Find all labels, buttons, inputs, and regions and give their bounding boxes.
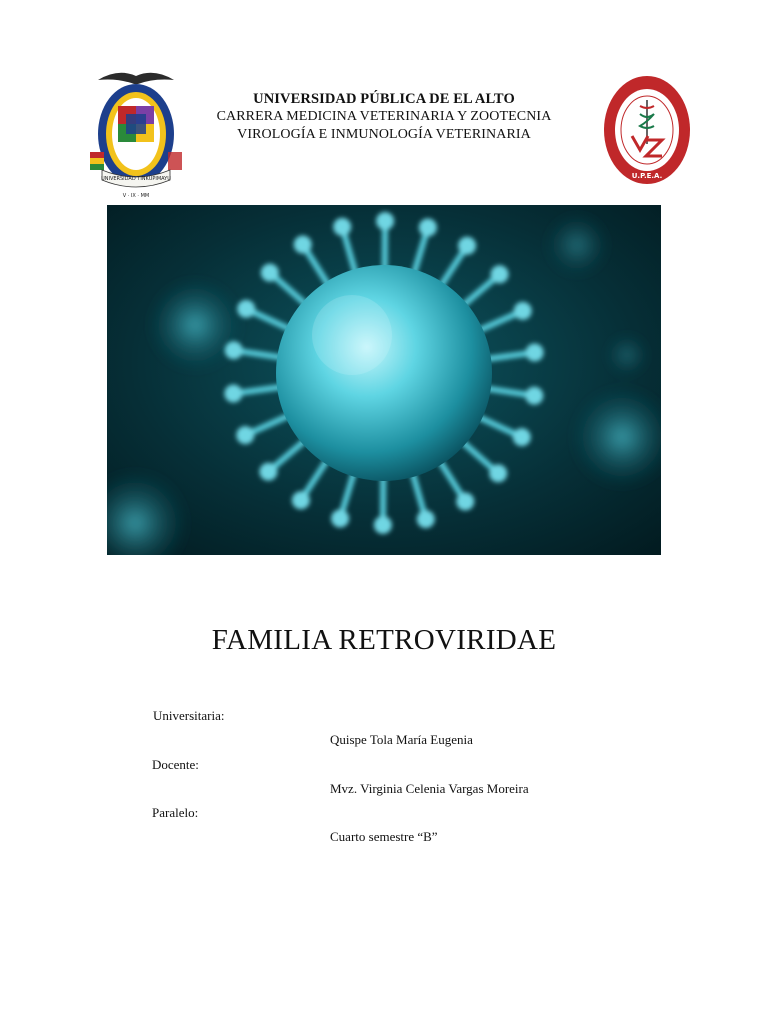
- teacher-name: Mvz. Virginia Celenia Vargas Moreira: [330, 781, 529, 796]
- university-crest-logo: [88, 66, 184, 200]
- virus-spike-knob: [525, 387, 543, 405]
- virus-spike-knob: [419, 218, 437, 236]
- virus-spike-knob: [489, 464, 507, 482]
- virus-spike-knob: [237, 300, 255, 318]
- section-label: Paralelo:: [152, 805, 199, 820]
- virus-spike-knob: [224, 385, 242, 403]
- virus-spike-knob: [376, 212, 394, 230]
- virus-spike-knob: [458, 237, 476, 255]
- virus-spike-knob: [292, 491, 310, 509]
- faculty-seal-logo: [602, 74, 692, 186]
- section-value: Cuarto semestre “B”: [330, 829, 438, 844]
- virus-spike-knob: [374, 516, 392, 534]
- virus-spike-knob: [456, 492, 474, 510]
- virus-spike-knob: [331, 510, 349, 528]
- virus-spike-knob: [513, 428, 531, 446]
- virus-spike-knob: [491, 265, 509, 283]
- university-name: UNIVERSIDAD PÚBLICA DE EL ALTO: [253, 91, 515, 107]
- virus-spike-knob: [514, 302, 532, 320]
- career-name: CARRERA MEDICINA VETERINARIA Y ZOOTECNIA: [216, 109, 552, 124]
- virus-spike-knob: [294, 236, 312, 254]
- student-label: Universitaria:: [153, 708, 225, 723]
- crest-bottom-text: V · IX · MM: [122, 193, 150, 199]
- virus-spike-knob: [236, 426, 254, 444]
- teacher-label: Docente:: [152, 757, 199, 772]
- virus-spike-knob: [333, 218, 351, 236]
- virus-illustration: [107, 205, 661, 555]
- virus-spike-knob: [417, 510, 435, 528]
- virus-spike-knob: [225, 341, 243, 359]
- virus-spike-knob: [261, 264, 279, 282]
- document-title: FAMILIA RETROVIRIDAE: [211, 624, 557, 656]
- crest-ribbon-text: UNIVERSIDAD TINKUPIMAYU: [101, 176, 171, 182]
- seal-bottom-text: U.P.E.A.: [631, 172, 663, 180]
- virus-spike-knob: [526, 343, 544, 361]
- student-name: Quispe Tola María Eugenia: [330, 732, 473, 747]
- header-block: [188, 90, 580, 144]
- virus-spike-knob: [259, 463, 277, 481]
- subject-name: VIROLOGÍA E INMUNOLOGÍA VETERINARIA: [237, 127, 531, 142]
